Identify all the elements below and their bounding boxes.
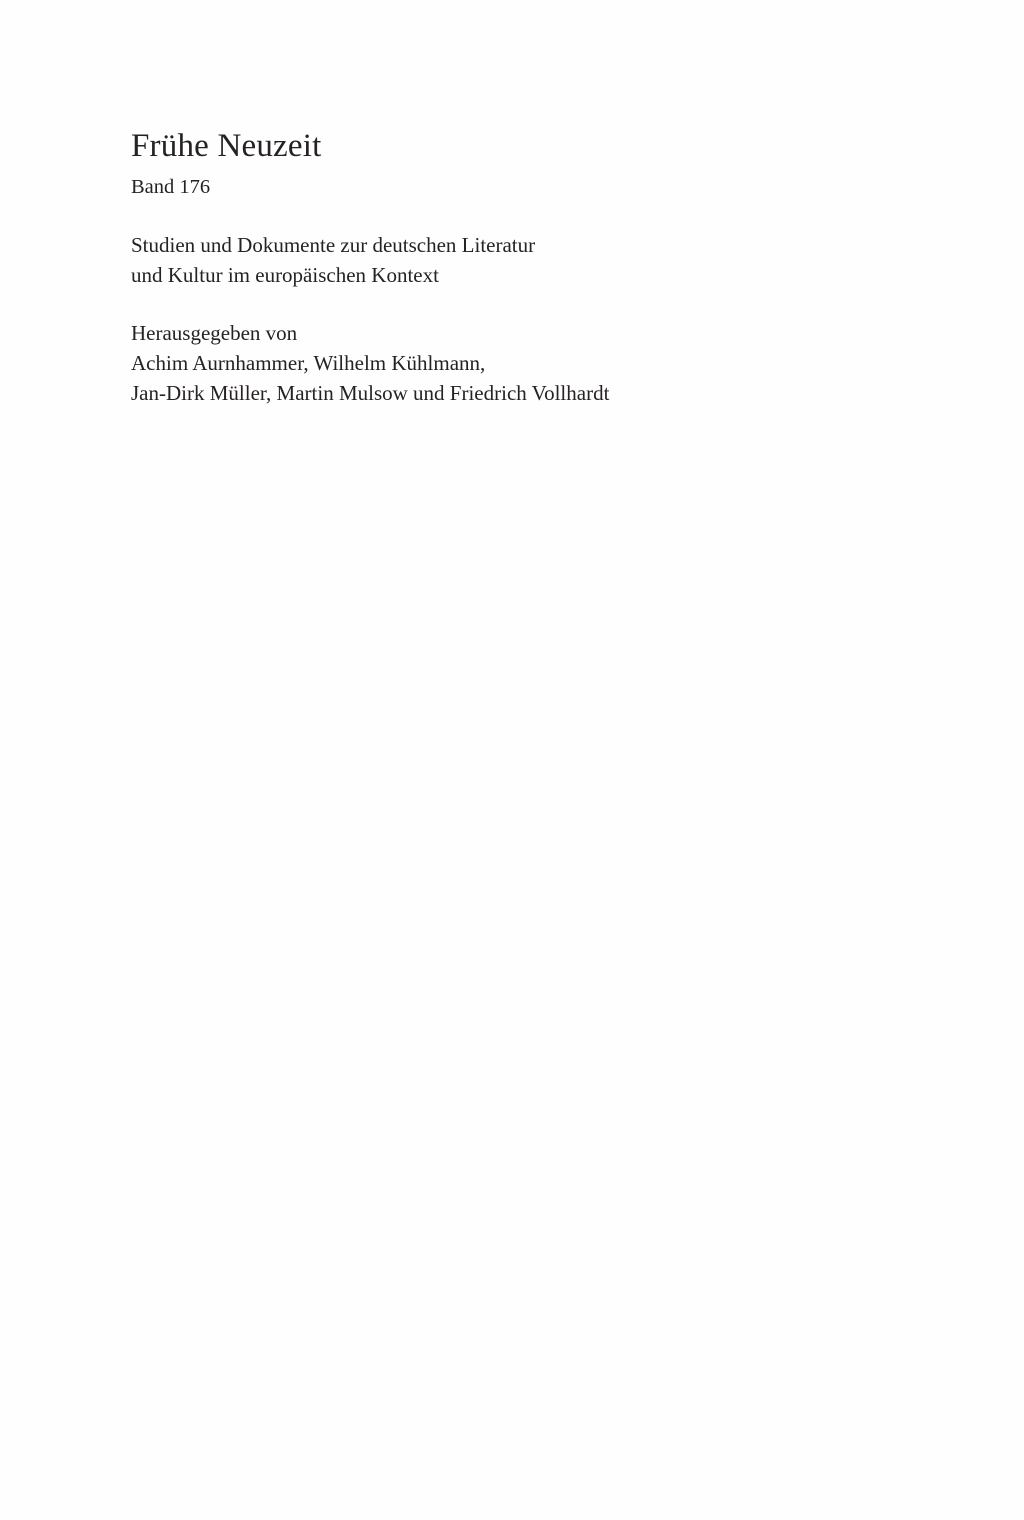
volume-number: Band 176 [131,176,211,198]
editors-heading: Herausgegeben von [131,321,298,345]
series-title: Frühe Neuzeit [131,128,322,164]
series-subtitle-line-2: und Kultur im europäischen Kontext [131,263,439,287]
series-subtitle-line-1: Studien und Dokumente zur deutschen Literatur [131,233,536,257]
editors-section [131,318,831,408]
editors-line-2: Jan-Dirk Müller, Martin Mulsow und Friedrich Vollhardt [131,381,610,405]
title-block [131,126,831,408]
editors-line-1: Achim Aurnhammer, Wilhelm Kühlmann, [131,351,486,375]
series-subtitle [131,230,831,290]
